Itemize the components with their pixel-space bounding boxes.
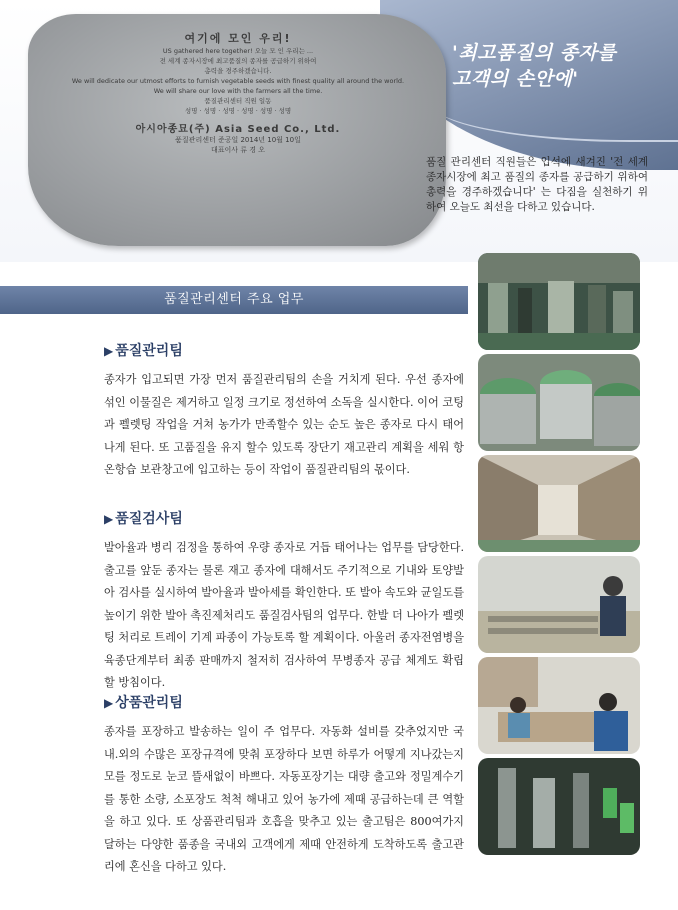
section-title: 품질관리센터 주요 업무 bbox=[0, 286, 468, 314]
slogan-accent-line bbox=[430, 100, 678, 142]
stone-line: We will share our love with the farmers all the time. bbox=[153, 87, 323, 95]
triangle-bullet-icon: ▶ bbox=[104, 512, 114, 526]
stone-line: US gathered here together! 오늘 모 인 우리는 ... bbox=[162, 47, 314, 55]
stone-line: We will dedicate our utmost efforts to furnish vegetable seeds with finest quality all around the world. bbox=[71, 77, 405, 85]
engraved-stone-photo bbox=[28, 14, 446, 246]
team-heading-label: 품질검사팀 bbox=[115, 511, 183, 527]
stone-line: 성명 · 성명 · 성명 · 성명 · 성명 · 성명 bbox=[184, 107, 292, 115]
triangle-bullet-icon: ▶ bbox=[104, 696, 114, 710]
slogan-line-2: 고객의 손안에' bbox=[452, 68, 579, 90]
slogan bbox=[452, 40, 662, 92]
team-heading-quality-control bbox=[104, 340, 183, 360]
top-banner bbox=[0, 0, 678, 262]
team-body-quality-control: 종자가 입고되면 가장 먼저 품질관리팀의 손을 거치게 된다. 우선 종자에 섞인 이물질은 제거하고 일정 크기로 정선하여 소독을 실시한다. 이어 코팅과 펠렛팅 작업을 거쳐 농가가 만족할수 있는 순도 높은 종자로 다시 태어나게 된다. 또 고품질을 유지 할수 있도록 장단기 재고관리 계획을 세워 항온항습 보관창고에 입고하는 등이 작업이 품질관리팀의 몫이다. bbox=[104, 373, 464, 476]
stone-date: 품질관리센터 준공일 2014년 10월 10일 bbox=[175, 136, 301, 144]
team-body-product-management: 종자를 포장하고 발송하는 일이 주 업무다. 자동화 설비를 갖추었지만 국내.외의 수많은 포장규격에 맞춰 포장하다 보면 하루가 어떻게 지나갔는지 모를 정도로 눈코 뜰새없이 바쁘다. 자동포장기는 대량 출고와 정밀계수기를 통한 소량, 소포장도 척척 해내고 있어 농가에 제때 공급하는데 큰 역할을 하고 있다. 또 상품관리팀과 호흡을 맞추고 있는 출고팀은 800여가지 달하는 다양한 품종을 국내외 고객에게 제때 안전하게 도착하도록 출고관리에 혼신을 다하고 있다. bbox=[104, 725, 464, 873]
team-heading-label: 상품관리팀 bbox=[115, 695, 183, 711]
photo-packaging-machine bbox=[478, 758, 640, 855]
photo-seed-drums bbox=[478, 354, 640, 451]
photo-warehouse-shelves bbox=[478, 455, 640, 552]
stone-line: 품질관리센터 직원 일동 bbox=[204, 97, 272, 105]
stone-title: 여기에 모인 우리! bbox=[184, 32, 292, 45]
stone-line: 전 세계 종자시장에 최고품질의 종자를 공급하기 위하여 bbox=[159, 57, 317, 65]
slogan-line-1: '최고품질의 종자를 bbox=[452, 42, 617, 64]
stone-footer: 대표이사 류 경 오 bbox=[210, 146, 265, 154]
team-heading-label: 품질관리팀 bbox=[115, 343, 183, 359]
photo-packing-team bbox=[478, 657, 640, 754]
triangle-bullet-icon: ▶ bbox=[104, 344, 114, 358]
photo-inspection-lab bbox=[478, 556, 640, 653]
photo-factory-interior bbox=[478, 253, 640, 350]
team-heading-product-management bbox=[104, 692, 183, 712]
team-heading-quality-inspection bbox=[104, 508, 183, 528]
team-body-quality-inspection: 발아율과 병리 검정을 통하여 우량 종자로 거듭 태어나는 업무를 담당한다. 출고를 앞둔 종자는 물론 재고 종자에 대해서도 주기적으로 기내와 토양발아 검사를 실시하여 발아율과 발아세를 확인한다. 또 발아 속도와 균일도를 높이기 위한 발아 촉진제처리도 품질검사팀의 업무다. 한발 더 나아가 펠렛팅 처리로 트레이 기계 파종이 가능토록 할 계획이다. 아울러 종자전염병을 육종단계부터 최종 판매까지 철저히 검사하여 무병종자 공급 체계도 확립할 방침이다. bbox=[104, 541, 464, 689]
stone-line: 총력을 경주하겠습니다. bbox=[204, 67, 272, 75]
intro-paragraph: 품질 관리센터 직원들은 입석에 새겨진 '전 세계 종자시장에 최고 품질의 종자를 공급하기 위하여 총력을 경주하겠습니다' 는 다짐을 실천하기 위하여 오늘도 최선을 다하고 있습니다. bbox=[426, 156, 648, 213]
stone-company: 아시아종묘(주) Asia Seed Co., Ltd. bbox=[135, 124, 341, 135]
stone-inscription bbox=[48, 24, 428, 155]
